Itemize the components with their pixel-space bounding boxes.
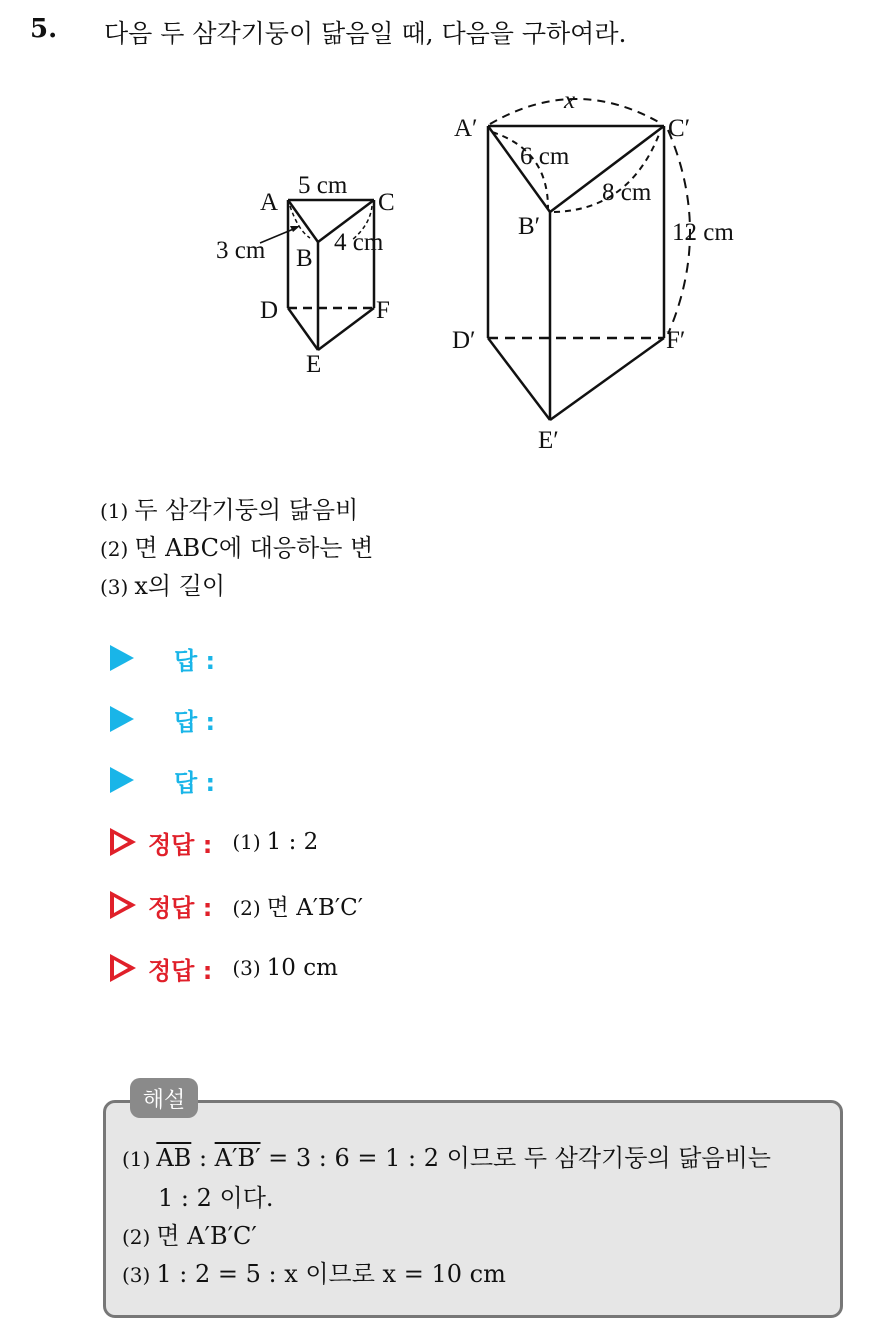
- label-small-F: F: [376, 297, 390, 324]
- correct-arrow-icon: [110, 954, 136, 982]
- explanation-line-2: [122, 1216, 257, 1251]
- correct-answer-value: [232, 889, 363, 922]
- correct-answer-row-1: [110, 822, 318, 862]
- sub-question-2-num: (2): [100, 537, 129, 561]
- explanation-text: = 3 : 6 = 1 : 2 이므로 두 삼각기둥의 닮음비는: [260, 1144, 771, 1172]
- label-small-D: D: [260, 297, 279, 324]
- explanation-line-1: [122, 1138, 771, 1173]
- answer-arrow-icon: [110, 706, 134, 732]
- explanation-text: 면 A′B′C′: [156, 1222, 257, 1250]
- large-prism: [488, 99, 690, 420]
- answer-label: 답 :: [174, 707, 216, 736]
- sub-question-3-text: x의 길이: [134, 572, 226, 600]
- label-large-bc: 8 cm: [602, 179, 652, 206]
- label-small-ab: 3 cm: [216, 237, 266, 264]
- correct-answer-num: (1): [232, 830, 261, 854]
- correct-answer-value: [232, 955, 338, 981]
- correct-answer-num: (3): [232, 956, 261, 980]
- sub-question-2: [100, 528, 373, 563]
- explanation-line-1b: 1 : 2 이다.: [158, 1184, 274, 1212]
- answer-label: 답 :: [174, 646, 216, 675]
- sub-question-1-num: (1): [100, 499, 129, 523]
- sub-question-3-num: (3): [100, 575, 129, 599]
- label-large-F: F′: [666, 327, 686, 354]
- label-large-E: E′: [538, 427, 559, 454]
- prism-figure: [200, 80, 760, 460]
- correct-answer-text: 1 : 2: [266, 829, 319, 855]
- correct-label: 정답 :: [148, 830, 213, 859]
- answer-row-1: [110, 638, 215, 678]
- label-large-D: D′: [452, 327, 476, 354]
- correct-answer-text: 10 cm: [266, 955, 338, 981]
- correct-answer-text: 면 A′B′C′: [266, 894, 363, 921]
- correct-arrow-icon: [110, 891, 136, 919]
- explanation-tag: 해설: [130, 1078, 198, 1118]
- label-large-C: C′: [668, 115, 691, 142]
- segment-ab: $\overline{AB}$: [156, 1144, 192, 1172]
- explanation-num: (3): [122, 1263, 151, 1287]
- sub-question-2-text: 면 ABC에 대응하는 변: [134, 534, 374, 562]
- explanation-line-3: [122, 1254, 506, 1289]
- label-small-ac: 5 cm: [298, 172, 348, 199]
- question-text: 다음 두 삼각기둥이 닮음일 때, 다음을 구하여라.: [104, 19, 627, 48]
- label-small-A: A: [260, 189, 279, 216]
- label-large-ac: x: [564, 87, 576, 114]
- small-prism: [260, 200, 374, 350]
- label-large-B: B′: [518, 213, 541, 240]
- correct-label: 정답 :: [148, 956, 213, 985]
- label-small-C: C: [378, 189, 395, 216]
- explanation-num: (1): [122, 1147, 151, 1171]
- answer-row-2: [110, 699, 215, 739]
- correct-answer-row-2: [110, 885, 363, 925]
- label-large-ab: 6 cm: [520, 143, 570, 170]
- correct-answer-value: [232, 829, 318, 855]
- sub-question-1: [100, 490, 358, 525]
- ratio-colon: :: [191, 1144, 215, 1172]
- correct-arrow-icon: [110, 828, 136, 856]
- answer-label: 답 :: [174, 768, 216, 797]
- question-number: 5.: [30, 14, 58, 44]
- explanation-num: (2): [122, 1225, 151, 1249]
- explanation-text: 1 : 2 = 5 : x 이므로 x = 10 cm: [156, 1260, 506, 1288]
- correct-answer-num: (2): [232, 895, 261, 920]
- sub-question-3: [100, 566, 225, 601]
- label-small-bc: 4 cm: [334, 229, 384, 256]
- label-large-height: 12 cm: [672, 219, 734, 246]
- answer-arrow-icon: [110, 645, 134, 671]
- correct-label: 정답 :: [148, 893, 213, 922]
- label-small-E: E: [306, 351, 322, 378]
- answer-row-3: [110, 760, 215, 800]
- label-small-B: B: [296, 245, 313, 272]
- correct-answer-row-3: [110, 948, 338, 988]
- answer-arrow-icon: [110, 767, 134, 793]
- sub-question-1-text: 두 삼각기둥의 닮음비: [134, 496, 359, 524]
- segment-a-prime-b-prime: A′B′: [214, 1144, 261, 1172]
- label-large-A: A′: [454, 115, 478, 142]
